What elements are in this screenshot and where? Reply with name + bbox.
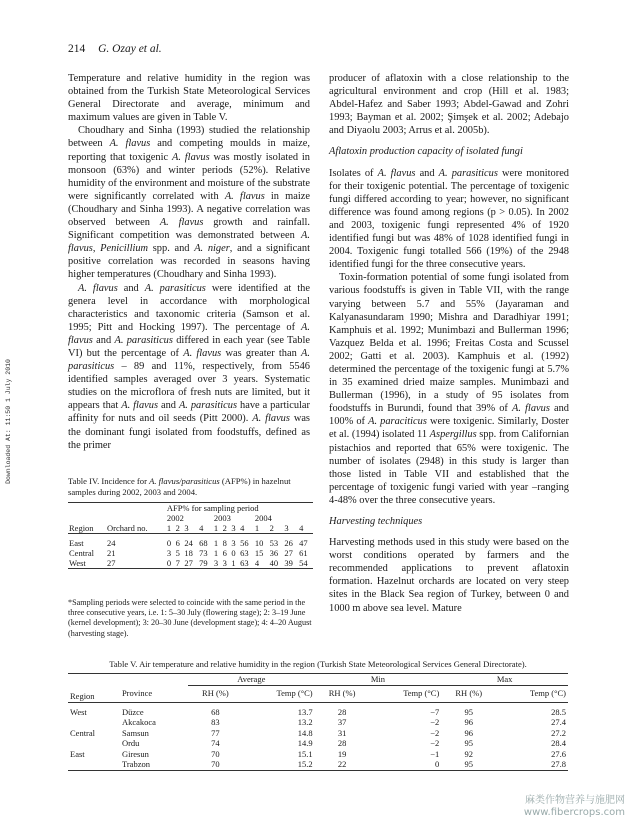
table-cell: 77 <box>211 727 220 738</box>
running-header <box>68 43 162 55</box>
table-cell: 83 <box>211 717 220 727</box>
table-cell: East <box>69 538 84 548</box>
paragraph: A. flavus and A. parasiticus were identified at the genera level in accordance with morphological characteristics and taxonomic criteria (Samson et al. 1995; Pitt and Hocking 1997). The percentage of A. flavus and A. parasiticus differed in each year (see Table VI) but the percentage of A. flavus was greater than A. parasiticus – 89 and 11%, respectively, from 5546 identified samples averaged over 3 years. Systematic studies on the microflora of fresh nuts are limited, but it appears that A. flavus and A. parasiticus have a particular affinity for nuts and oil seeds (Pitt 2000). A. flavus was the dominant fungi isolated from foodstuffs, defined as the primer <box>68 282 310 451</box>
table-cell: 5 <box>175 548 180 558</box>
table-cell: −2 <box>430 717 440 727</box>
table-cell: 7 <box>175 558 180 568</box>
table-cell: −2 <box>430 738 440 748</box>
table5-header-rh: RH (%) <box>315 685 370 702</box>
table-cell: 27 <box>106 558 116 568</box>
table5-header-temp: Temp (°C) <box>370 685 442 702</box>
table5-header-temp: Temp (°C) <box>496 685 568 702</box>
table-cell: 92 <box>464 748 473 759</box>
table-cell: Ordu <box>121 738 140 748</box>
section-heading: Harvesting techniques <box>329 516 423 527</box>
table4-year: 2003 <box>213 513 231 523</box>
table-cell: −7 <box>430 706 440 717</box>
period-label: 1 <box>166 523 172 533</box>
table-cell: 79 <box>199 558 208 568</box>
table5-group-max: Max <box>441 674 568 686</box>
table-cell: 68 <box>199 538 208 548</box>
period-label: 3 <box>184 523 189 533</box>
running-authors: G. Ozay et al. <box>98 43 162 55</box>
table-cell: 13.7 <box>297 706 313 717</box>
table-cell: 22 <box>315 759 370 770</box>
table-row <box>68 749 568 760</box>
table-cell: 15 <box>254 548 264 558</box>
table-cell: 13.2 <box>297 717 313 727</box>
table-row <box>68 548 313 558</box>
table4-footnote: *Sampling periods were selected to coincide with the same period in the three consecutive years, i.e. 1: 5–30 July (flowering stage); 2: 3–19 June (kernel development); 3: 20–30 June (development stage); 4: 4–20 August (harvesting stage). <box>68 598 312 638</box>
table-cell: 3 <box>231 538 236 548</box>
table-cell: 68 <box>211 706 220 717</box>
table-cell: 3 <box>166 548 172 558</box>
table-row <box>68 759 568 770</box>
table-cell: 27.6 <box>551 748 566 759</box>
left-column <box>68 72 310 452</box>
paragraph: Temperature and relative humidity in the region was obtained from the Turkish State Meteorological Services General Directorate and average, minimum and maximum values are given in Table V. <box>68 73 310 124</box>
table-cell: 3 <box>222 558 227 568</box>
table-cell: West <box>69 558 86 568</box>
table-cell: 74 <box>211 738 220 748</box>
table-cell: 54 <box>299 558 308 568</box>
table-cell: 6 <box>175 538 180 548</box>
table-cell: 27.8 <box>496 759 568 770</box>
period-label: 4 <box>199 523 204 533</box>
paragraph: producer of aflatoxin with a close relationship to the agricultural environment and crop (Hill et al. 1983; Abdel-Hafez and Saber 1993; Abdel-Gawad and Zohri 1993; Bayman et al. 2002; Şimşek et al. 2002; Adebajo and Diyaolu 2003; Arrus et al. 2005b). <box>329 73 569 137</box>
table-cell: 39 <box>284 558 293 568</box>
table-cell: 0 <box>370 759 442 770</box>
period-label: 2 <box>222 523 227 533</box>
table4 <box>68 502 313 571</box>
period-label: 3 <box>231 523 236 533</box>
table-cell: Akcakoca <box>121 717 156 727</box>
table-cell: 15.2 <box>243 759 315 770</box>
table-cell: 14.9 <box>297 738 313 748</box>
table-cell: 26 <box>284 538 293 548</box>
table-row <box>68 738 568 749</box>
table-cell: 31 <box>337 727 347 738</box>
table-cell: 28 <box>337 738 347 748</box>
table-cell: 24 <box>184 538 193 548</box>
table-cell: 28.5 <box>551 706 566 717</box>
table-cell: 27 <box>284 548 293 558</box>
table-cell: 1 <box>231 558 236 568</box>
table4-year: 2002 <box>166 513 184 523</box>
table-cell: Giresun <box>121 748 149 759</box>
download-stamp: Downloaded At: 11:50 1 July 2010 <box>4 359 12 484</box>
table-cell: 10 <box>254 538 264 548</box>
table-cell: 47 <box>299 538 308 548</box>
table-row <box>68 702 568 717</box>
table-cell: 95 <box>464 706 473 717</box>
table-cell: 37 <box>337 717 347 727</box>
watermark-line: 麻类作物营养与施肥网 <box>525 795 625 806</box>
table-cell: 73 <box>199 548 208 558</box>
table5-header-region: Region <box>68 685 120 702</box>
table-cell: 1 <box>213 538 219 548</box>
table-cell: 96 <box>464 727 473 738</box>
table-cell: 3 <box>213 558 219 568</box>
table-cell: Central <box>69 548 95 558</box>
table-cell: Trabzon <box>120 759 188 770</box>
table-cell: 40 <box>269 558 279 568</box>
table-cell: 27 <box>184 558 193 568</box>
table-cell: Düzce <box>121 706 144 717</box>
table-row <box>68 717 568 728</box>
table-cell: 21 <box>106 548 116 558</box>
table-cell: 4 <box>254 558 260 568</box>
table-cell: 15.1 <box>297 748 313 759</box>
table-cell: 61 <box>299 548 308 558</box>
table-cell <box>68 717 120 728</box>
table-row <box>68 558 313 569</box>
table-cell: 14.8 <box>297 727 313 738</box>
period-label: 4 <box>299 523 304 533</box>
table-cell: 28.4 <box>551 738 566 748</box>
table-cell: 8 <box>222 538 227 548</box>
table4-group-header: AFP% for sampling period <box>166 503 313 514</box>
table4-caption: Table IV. Incidence for A. flavus/parasiticus (AFP%) in hazelnut samples during 2002, 2003 and 2004. <box>68 476 291 497</box>
table-cell: 95 <box>441 759 496 770</box>
period-label: 2 <box>175 523 180 533</box>
table4-header-orchard: Orchard no. <box>106 523 148 533</box>
page-number: 214 <box>68 43 86 55</box>
table-cell: 95 <box>464 738 473 748</box>
table-cell: West <box>70 706 87 717</box>
table-row <box>68 728 568 739</box>
table-cell: 28 <box>337 706 347 717</box>
table-cell: Samsun <box>121 727 149 738</box>
table-cell: 0 <box>231 548 236 558</box>
table-cell: 6 <box>222 548 227 558</box>
table-cell: East <box>70 748 85 759</box>
paragraph: Choudhary and Sinha (1993) studied the relationship between A. flavus and competing moulds in maize, reporting that toxigenic A. flavus was mostly isolated in monsoon (63%) and winter periods (52%). Relative humidity of the environment and moisture of the substrate were significantly correlated with A. flavus in maize (Choudhary and Sinha 1993). A negative correlation was observed between A. flavus growth and rainfall. Significant competition was demonstrated between A. flavus, Penicillium spp. and A. niger, and a significant positive correlation was recorded in seasons having higher temperatures (Choudhary and Sinha 1993). <box>68 125 310 281</box>
watermark-line: www.fibercrops.com <box>523 807 625 818</box>
table-cell: 0 <box>166 558 172 568</box>
table-cell: 56 <box>240 538 249 548</box>
table5-group-min: Min <box>315 674 442 686</box>
table-cell: 63 <box>240 558 249 568</box>
table-cell: 0 <box>166 538 172 548</box>
table-cell: −2 <box>430 727 440 738</box>
table-cell: 36 <box>269 548 279 558</box>
table-cell: 1 <box>213 548 219 558</box>
table-cell: 24 <box>106 538 116 548</box>
paragraph: Isolates of A. flavus and A. parasiticus were monitored for their toxigenic potential. The percentage of toxigenic fungi differed according to year; however, no significant difference was found among regions (p > 0.05). In 2002 and 2003, toxigenic fungi represented 4% of 1920 identified fungi but was 48% of 1028 identified fungi in 2004. Toxigenic fungi totalled 566 (19%) of the 2948 identified fungi for the three consecutive years. <box>329 167 569 271</box>
table4-header-region: Region <box>69 523 94 533</box>
table-cell: −1 <box>430 748 440 759</box>
paragraph: Toxin-formation potential of some fungi isolated from various foodstuffs is given in Table VII, with the range varying between 5.7 and 55% (Jayaraman and Kalyanasundaram 1990; Mishra and Daradhiyar 1991; Kamphuis et al. 1992; Munimbazi and Bullerman 1996; Vazquez Belda et al. 1996; Freitas Costa and Scussel 2002; Gatti et al. 2003). Kamphuis et al. (1992) determined the percentage of the toxigenic fungi at 5.7% in 35 examined dried maize samples. Munimbazi and Bullerman (1996), in a study of 95 isolates from foodstuffs in Burundi, found that 39% of A. flavus and 100% of A. paraciticus were toxigenic. Similarly, Doster et al. (1994) isolated 11 Aspergillus spp. from Californian pistachios and reported that 65% were toxigenic. The number of isolates (2948) in this study is larger than those listed in Table VII and established that the percentage of toxigenic fungi varied with year –ranging 4-48% over the three consecutive years. <box>329 272 570 506</box>
table5-header-province: Province <box>120 685 188 702</box>
paragraph: Harvesting methods used in this study were based on the worst conditions operated by farmers and the recommended applications to prevent aflatoxin formation. Hazelnut orchards are located on very steep sites in the Black Sea region of Turkey, between 0 and 1000 m above sea level. Mature <box>329 537 569 614</box>
table5-caption: Table V. Air temperature and relative humidity in the region (Turkish State Meteorological Services General Directorate). <box>109 659 527 669</box>
period-label: 1 <box>254 523 260 533</box>
table-cell <box>68 759 120 770</box>
table5-header-rh: RH (%) <box>441 685 496 702</box>
table-cell: 27.4 <box>551 717 566 727</box>
section-heading: Aflatoxin production capacity of isolated fungi <box>329 146 523 158</box>
table-cell: 70 <box>188 759 243 770</box>
table-cell: 70 <box>211 748 220 759</box>
table-cell: 19 <box>337 748 347 759</box>
right-column <box>329 72 569 615</box>
period-label: 3 <box>284 523 289 533</box>
period-label: 4 <box>240 523 245 533</box>
site-watermark <box>524 795 625 819</box>
table5 <box>68 673 568 771</box>
table-cell: 63 <box>240 548 249 558</box>
period-label: 1 <box>213 523 219 533</box>
table-cell: 18 <box>184 548 193 558</box>
table-row <box>68 538 313 548</box>
table5-group-average: Average <box>188 674 315 686</box>
table5-header-temp: Temp (°C) <box>243 685 315 702</box>
table-cell: 27.2 <box>551 727 566 738</box>
table-cell: Central <box>70 727 96 738</box>
table-cell: 96 <box>464 717 473 727</box>
table-cell <box>68 738 120 749</box>
table4-year: 2004 <box>254 513 272 523</box>
period-label: 2 <box>269 523 274 533</box>
table-cell: 53 <box>269 538 279 548</box>
table5-header-rh: RH (%) <box>188 685 243 702</box>
